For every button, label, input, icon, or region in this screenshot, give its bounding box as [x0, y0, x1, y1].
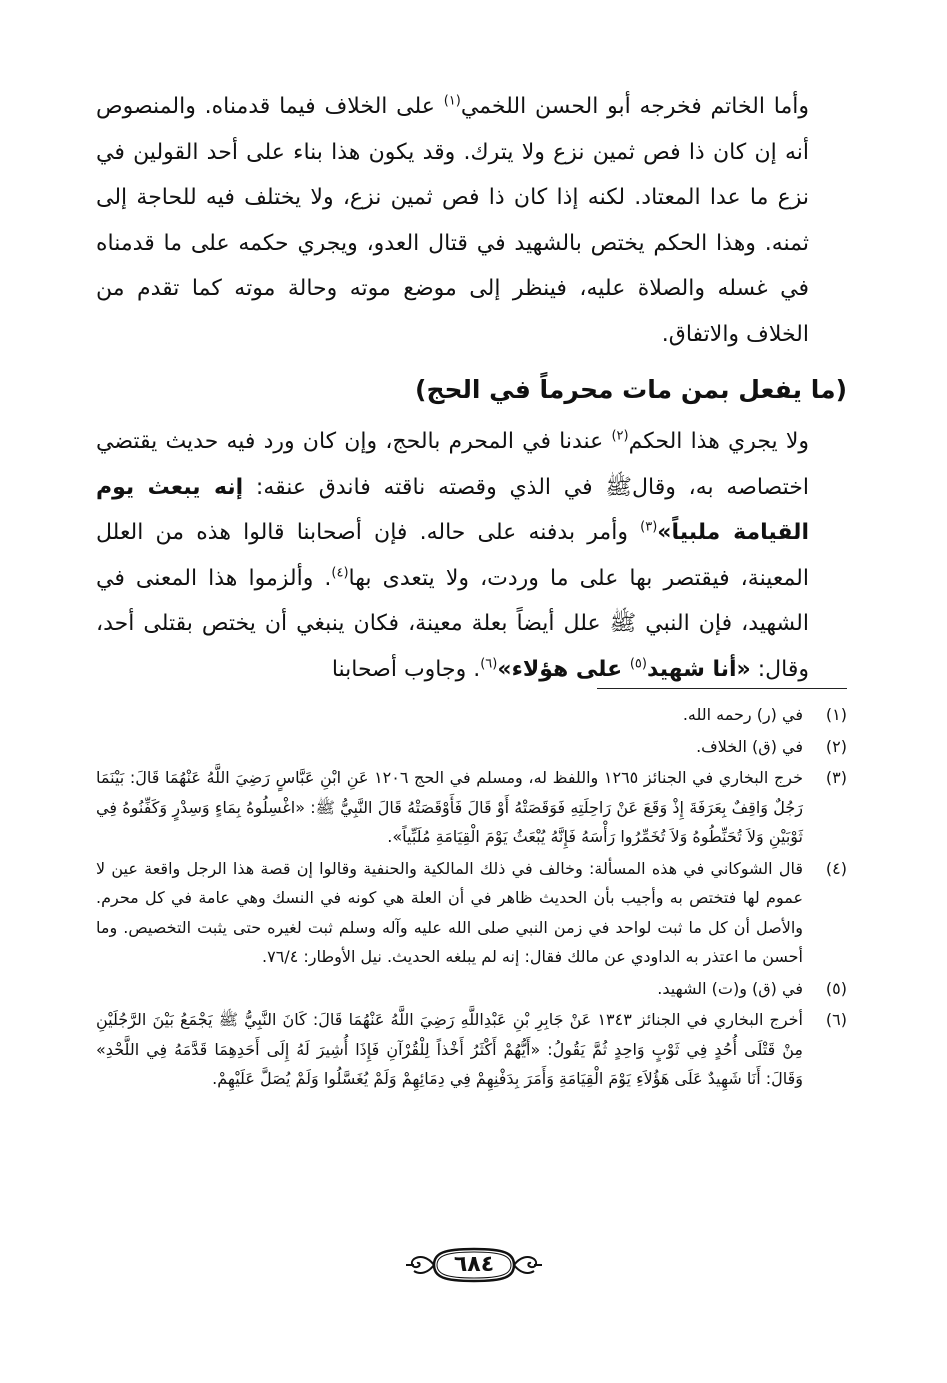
paragraph-2: ولا يجري هذا الحكم$^{(٢)}$ عندنا في المحرم بالحج، وإن كان ورد فيه حديث يقتضي اختصاصه به، وقالﷺ في الذي وقصته ناقته فاندق عنقه: إنه يبعث يوم القيامة ملبياً»$^{(٣)}$ وأمر بدفنه على حاله. فإن أصحابنا قالوا هذه من العلل المعينة، فيقتصر بها على ما وردت، ولا يتعدى بها$^{(٤)}$. وألزموا هذا المعنى في الشهيد، فإن النبي ﷺ علل أيضاً بعلة معينة، فكان ينبغي أن يختص بقتلى أحد، وقال: «أنا شهيد$^{(٥)}$ على هؤلاء»$^{(٦)}$. وجاوب أصحابنا [96, 428, 809, 682]
hadith-quote-2b: على هؤلاء» [497, 656, 630, 682]
footnote-5 [96, 974, 847, 1004]
section-heading: (ما يفعل بمن مات محرماً في الحج) [415, 375, 847, 404]
paragraph-1: وأما الخاتم فخرجه أبو الحسن اللخمي$^{(١)}$ على الخلاف فيما قدمناه. والمنصوص أنه إن كان ذا فص ثمين نزع ولا يترك. وقد يكون هذا بناء على أحد القولين في نزع ما عدا المعتاد. لكنه إذا كان ذا فص ثمين نزع، ولا يختلف فيه للحاجة إلى ثمنه. وهذا الحكم يختص بالشهيد في قتال العدو، ويجري حكمه على ما قدمناه في غسله والصلاة عليه، فينظر إلى موضع موته وحالة موته كما تقدم من الخلاف والاتفاق. [96, 93, 809, 347]
footnote-6 [96, 1005, 847, 1094]
main-text [96, 84, 847, 692]
footnote-ref-2[interactable]: (٢) [611, 428, 629, 444]
footnote-number: (٦) [825, 1010, 847, 1029]
footnote-text: قال الشوكاني في هذه المسألة: وخالف في ذلك المالكية والحنفية وقالوا إن قصة هذا الرجل واقعة عين لا عموم لها فتختص به وأجيب بأن الحديث ظاهر في أن العلة هي كونه في النسك وهي عامة في كل محرم. والأصل أن كل ما ثبت لواحد في زمن النبي صلى الله عليه وآله وسلم ثبت لغيره حتى يثبت التخصيص. وما أحسن ما اعتذر به الداودي عن مالك فقال: إنه لم يبلغه الحديث. نيل الأوطار: ٧٦/٤. [96, 858, 803, 966]
footnote-2 [96, 732, 847, 762]
footnote-divider [597, 688, 847, 689]
footnote-ref-4[interactable]: (٤) [331, 565, 349, 581]
footnote-ref-3[interactable]: (٣) [640, 519, 658, 535]
footnote-text: في (ق) الخلاف. [696, 736, 803, 756]
footnote-number: (٤) [825, 858, 847, 878]
footnote-text: في (ر) رحمه الله. [682, 705, 803, 724]
footnote-3 [96, 763, 847, 852]
footnote-text: أخرج البخاري في الجنائز ١٣٤٣ عَنْ جَابِرِ بْنِ عَبْدِاللَّهِ رَضِيَ اللَّهُ عَنْهُمَا قَالَ: كَانَ النَّبِيُّ ﷺ يَجْمَعُ بَيْنَ الرَّجُلَيْنِ مِنْ قَتْلَى أُحُدٍ فِي ثَوْبٍ وَاحِدٍ ثُمَّ يَقُولُ: «أَيُّهُمْ أَكْثَرُ أَخْذاً لِلْقُرْآنِ فَإِذَا أُشِيرَ لَهُ إِلَى أَحَدِهِمَا قَدَّمَهُ فِي اللَّحْدِ» وَقَالَ: أَنَا شَهِيدٌ عَلَى هَؤُلاَءِ يَوْمَ الْقِيَامَةِ وَأَمَرَ بِدَفْنِهِمْ فِي دِمَائِهِمْ وَلَمْ يُغَسَّلُوا وَلَمْ يُصَلَّ عَلَيْهِمْ. [96, 1010, 803, 1088]
hadith-quote-1: إنه يبعث يوم القيامة ملبياً» [96, 474, 809, 545]
footnotes [96, 700, 847, 1096]
footnote-number: (١) [825, 705, 847, 724]
footnote-text: في (ق) و(ت) الشهيد. [657, 978, 803, 998]
footnote-number: (٢) [825, 736, 847, 756]
footnote-ref-6[interactable]: (٦) [480, 656, 498, 672]
footnote-number: (٥) [825, 978, 847, 998]
footnote-1 [96, 700, 847, 730]
hadith-quote-2a: «أنا شهيد [646, 656, 751, 682]
page-number-area [0, 1243, 947, 1287]
footnote-ref-1[interactable]: (١) [443, 93, 461, 109]
footnote-number: (٣) [825, 768, 847, 787]
footnote-4 [96, 854, 847, 972]
footnote-ref-5[interactable]: (٥) [629, 656, 647, 672]
page-number: ٦٨٤ [453, 1252, 495, 1277]
footnote-text: خرج البخاري في الجنائز ١٢٦٥ واللفظ له، ومسلم في الحج ١٢٠٦ عَنِ ابْنِ عَبَّاسٍ رَضِيَ اللَّهُ عَنْهُمَا قَالَ: بَيْنَمَا رَجُلٌ وَاقِفٌ بِعَرَفَةَ إِذْ وَقَعَ عَنْ رَاحِلَتِهِ فَوَقَصَتْهُ أَوْ قَالَ فَأَوْقَصَتْهُ قَالَ النَّبِيُّ ﷺ: «اغْسِلُوهُ بِمَاءٍ وَسِدْرٍ وَكَفِّنُوهُ فِي ثَوْبَيْنِ وَلاَ تُحَنِّطُوهُ وَلاَ تُخَمِّرُوا رَأْسَهُ فَإِنَّهُ يُبْعَثُ يَوْمَ الْقِيَامَةِ مُلَبِّياً». [96, 768, 804, 846]
